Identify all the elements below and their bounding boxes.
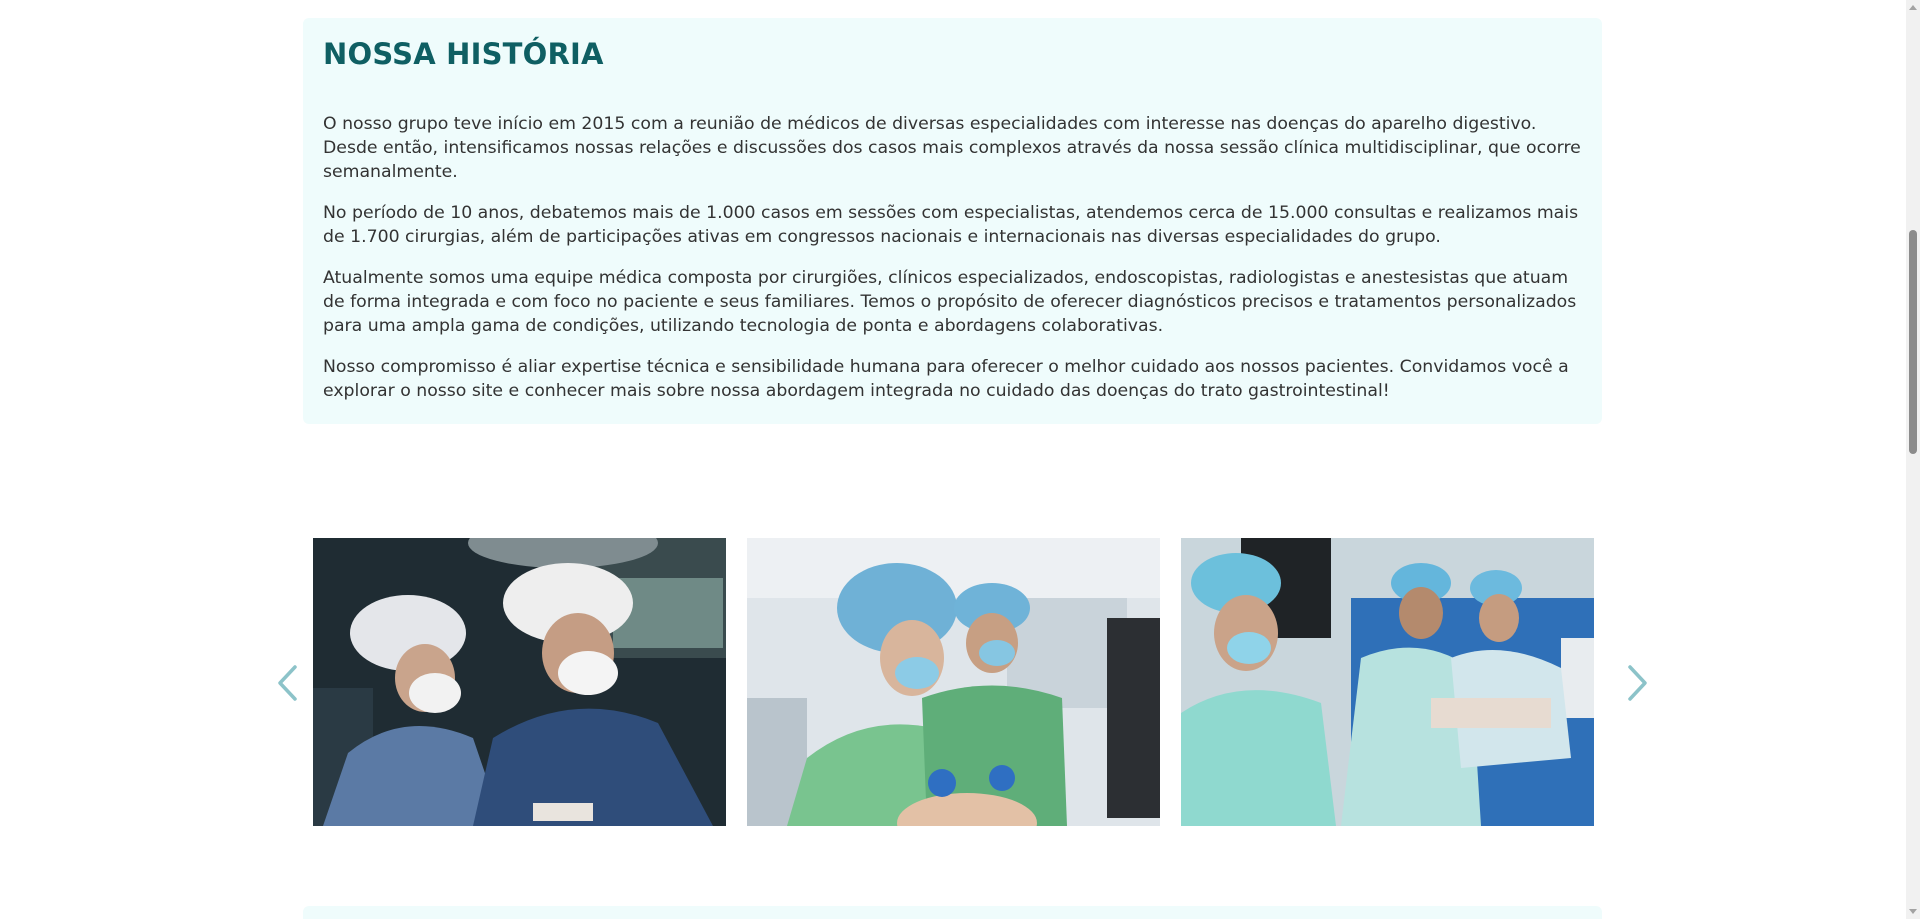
surgeons-operating-photo (313, 538, 726, 826)
carousel-slide-3[interactable] (1181, 538, 1594, 826)
history-paragraph-4: Nosso compromisso é aliar expertise técnica e sensibilidade humana para oferecer o melhor cuidado aos nossos pacientes. Convidamos você a explorar o nosso site e conhecer mais sobre nossa abordagem integrada no cuidado das doenças do trato gastrointestinal! (323, 357, 1569, 401)
chevron-right-icon (1627, 664, 1649, 702)
history-paragraph-3: Atualmente somos uma equipe médica composta por cirurgiões, clínicos especializados, endoscopistas, radiologistas e anestesistas que atuam de forma integrada e com foco no paciente e seus familiares. Temos o propósito de oferecer diagnósticos precisos e tratamentos personalizados para uma ampla gama de condições, utilizando tecnologia de ponta e abordagens colaborativas. (323, 268, 1577, 336)
photo-carousel (270, 538, 1655, 826)
history-section (303, 18, 1602, 424)
surgical-team-operating-room-photo (1181, 538, 1594, 826)
scroll-down-arrow-icon[interactable] (1909, 909, 1917, 914)
history-paragraph-1: O nosso grupo teve início em 2015 com a reunião de médicos de diversas especialidades com interesse nas doenças do aparelho digestivo. Desde então, intensificamos nossas relações e discussões dos casos mais complexos através da nossa sessão clínica multidisciplinar, que ocorre semanalmente. (323, 114, 1581, 182)
carousel-slide-1[interactable] (313, 538, 726, 826)
history-title: NOSSA HISTÓRIA (323, 37, 604, 71)
doctors-procedure-room-photo (747, 538, 1160, 826)
carousel-slide-2[interactable] (747, 538, 1160, 826)
history-paragraph-2: No período de 10 anos, debatemos mais de 1.000 casos em sessões com especialistas, atendemos cerca de 15.000 consultas e realizamos mais de 1.700 cirurgias, além de participações ativas em congressos nacionais e internacionais nas diversas especialidades do grupo. (323, 203, 1579, 247)
carousel-next-button[interactable] (1621, 658, 1655, 708)
carousel-prev-button[interactable] (270, 658, 304, 708)
page-scrollbar[interactable] (1906, 0, 1920, 919)
scroll-up-arrow-icon[interactable] (1909, 5, 1917, 10)
next-section-card (303, 906, 1602, 919)
scrollbar-thumb[interactable] (1909, 230, 1917, 454)
history-body (323, 112, 1582, 403)
chevron-left-icon (276, 664, 298, 702)
